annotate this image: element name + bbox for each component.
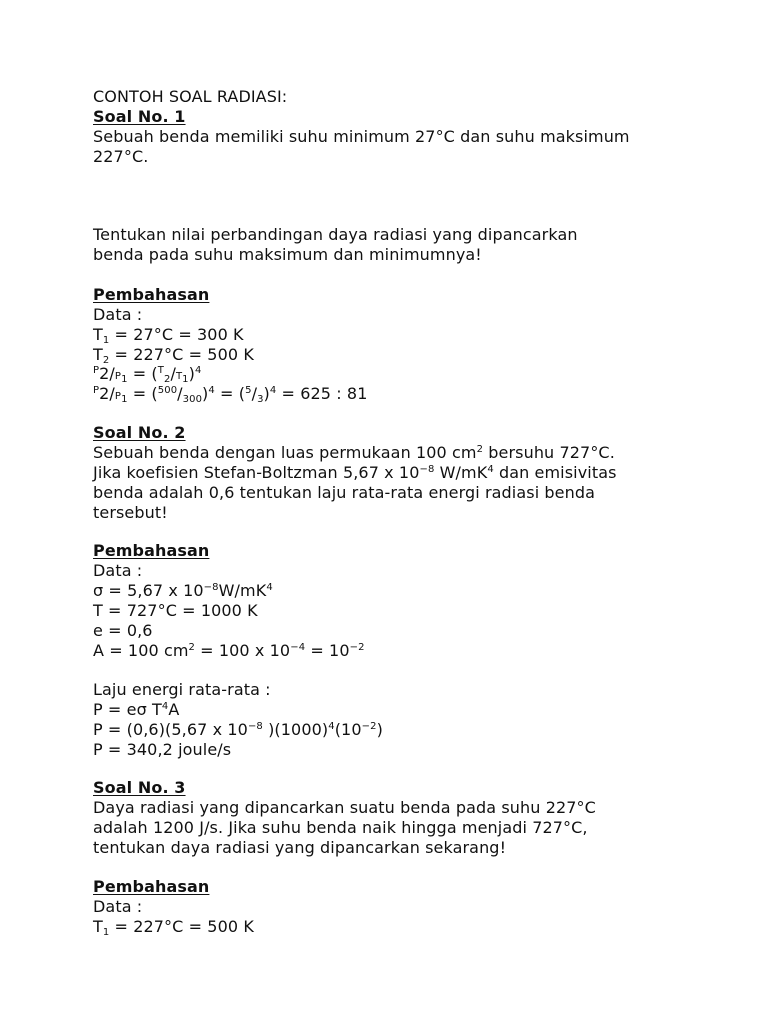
soal-1-heading: Soal No. 1	[93, 107, 186, 126]
soal-3-pembahasan-heading: Pembahasan	[93, 877, 210, 896]
soal-3-question-line: Daya radiasi yang dipancarkan suatu benda pada suhu 227°C	[93, 798, 596, 817]
soal-1-t2: $T_2 = 227^\circ C = 500$ K	[93, 345, 254, 366]
soal-2-result: P = 340,2 joule/s	[93, 740, 232, 759]
soal-2-calculation: P = (0,6)(5,67 x $10^{-8}$ )$(1000)^4(10^{-2})$	[93, 720, 383, 739]
soal-2-laju-label: Laju energi rata-rata :	[93, 680, 271, 699]
soal-3-question-line: tentukan daya radiasi yang dipancarkan sekarang!	[93, 838, 507, 857]
soal-2-question-line: Jika koefisien Stefan-Boltzman 5,67 x $10^{-8}$ $W/mK^4$ dan emisivitas	[93, 463, 617, 482]
soal-3-question-line: adalah 1200 J/s. Jika suhu benda naik hingga menjadi 727°C,	[93, 818, 588, 837]
soal-3-data-label: Data :	[93, 897, 143, 916]
soal-3-heading: Soal No. 3	[93, 778, 186, 797]
soal-2-sigma: σ = 5,67 x $10^{-8}W/mK^4$	[93, 581, 273, 600]
soal-1-question-line: Tentukan nilai perbandingan daya radiasi yang dipancarkan	[93, 225, 578, 244]
doc-title: CONTOH SOAL RADIASI:	[93, 87, 288, 106]
soal-2-question-line: benda adalah 0,6 tentukan laju rata-rata energi radiasi benda	[93, 483, 596, 502]
soal-1-question-line: Sebuah benda memiliki suhu minimum 27°C dan suhu maksimum	[93, 127, 630, 146]
soal-1-pembahasan-heading: Pembahasan	[93, 285, 210, 304]
soal-2-temperature: T = 727°C = 1000 K	[93, 601, 258, 620]
soal-2-question-line: tersebut!	[93, 503, 168, 522]
soal-3-t1: $T_1 = 227^\circ C = 500$ K	[93, 917, 254, 938]
soal-1-data-label: Data :	[93, 305, 143, 324]
soal-1-ratio-result: $^P2/P1 = (^{500}/300)^4 = (^5/3)^4 = 625$ : 81	[93, 384, 368, 405]
soal-2-emissivity: e = 0,6	[93, 621, 153, 640]
soal-1-question-line: benda pada suhu maksimum dan minimumnya!	[93, 245, 482, 264]
soal-1-t1: $T_1 = 27^\circ C = 300$ K	[93, 325, 244, 346]
soal-2-area: A = 100 $cm^2 = 100$ x $10^{-4} = 10^{-2}$	[93, 641, 365, 660]
soal-2-question-line: Sebuah benda dengan luas permukaan 100 $cm^2$ bersuhu 727°C.	[93, 443, 615, 462]
soal-2-formula: P = eσ $T^4A$	[93, 700, 180, 719]
soal-1-question-line: 227°C.	[93, 147, 149, 166]
soal-2-data-label: Data :	[93, 561, 143, 580]
soal-2-pembahasan-heading: Pembahasan	[93, 541, 210, 560]
soal-2-heading: Soal No. 2	[93, 423, 186, 442]
soal-1-ratio-formula: $^P2/P1 = (^T2/T1)^4$	[93, 364, 202, 385]
